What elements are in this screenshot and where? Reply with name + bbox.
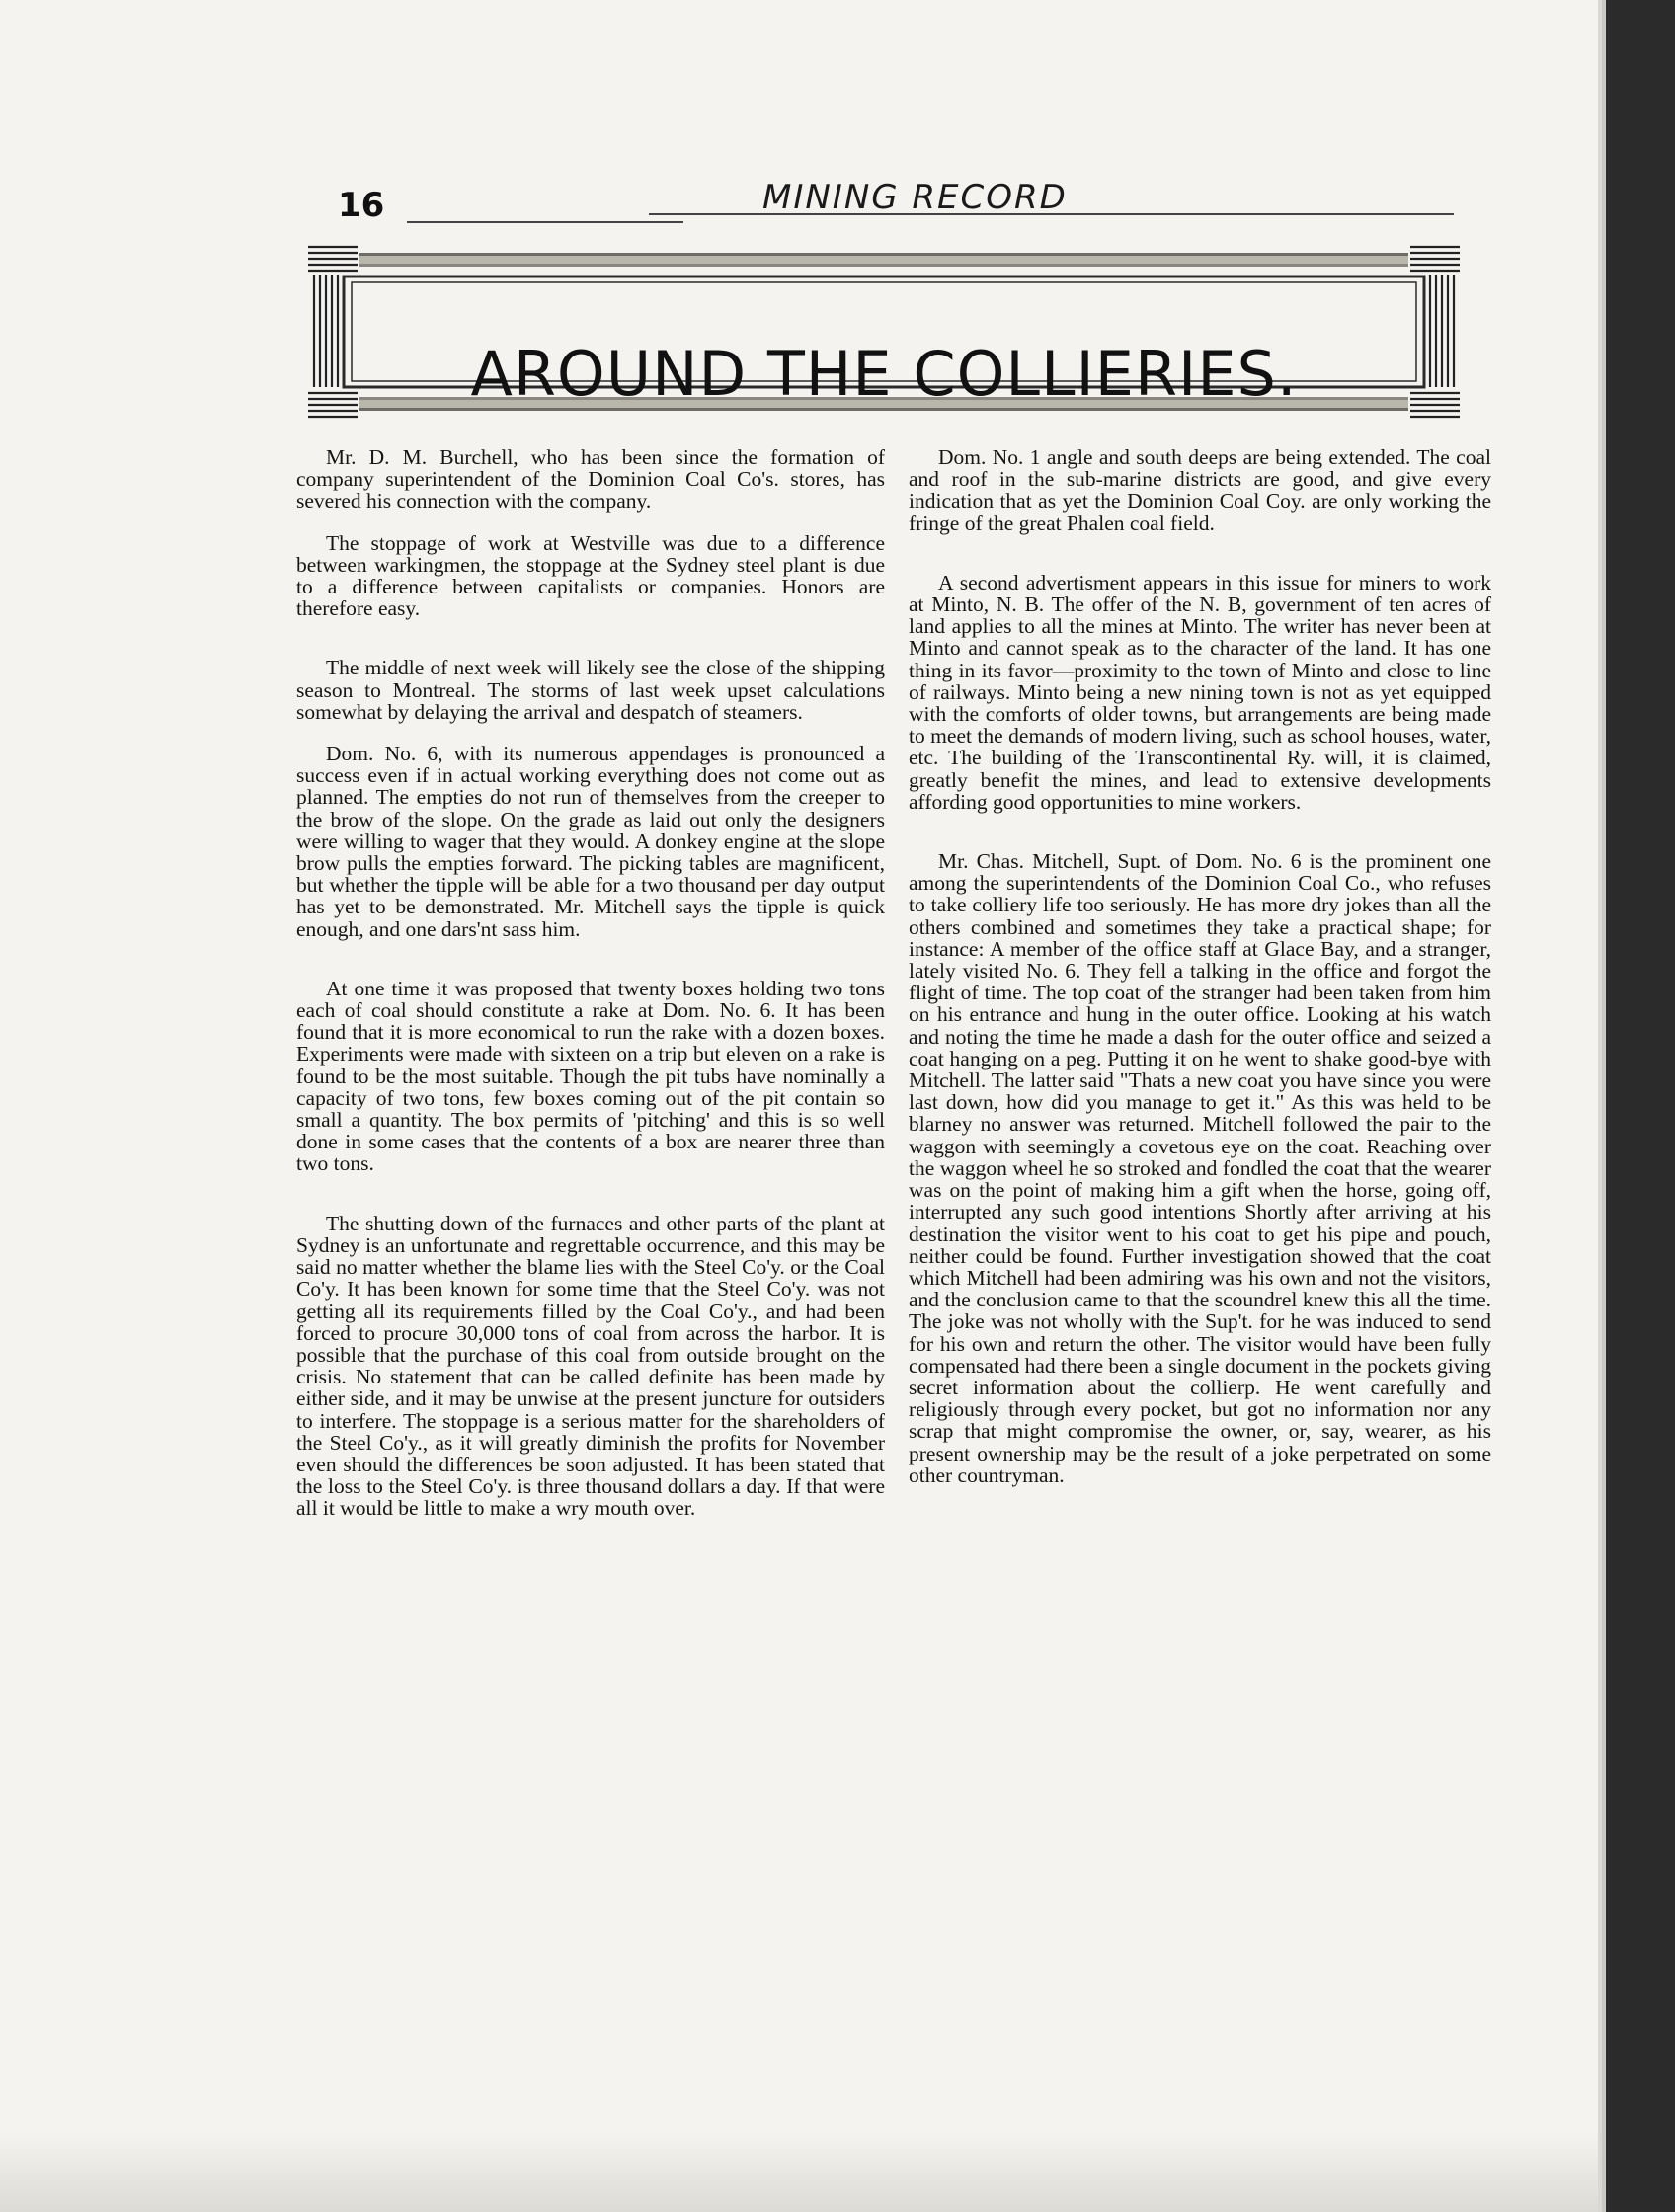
article-column-right [909, 446, 1491, 1486]
paragraph: Dom. No. 1 angle and south deeps are being extended. The coal and roof in the sub-marine districts are good, and give every indication that as yet the Dominion Coal Coy. are only working the fringe of the great Phalen coal field. [909, 445, 1491, 535]
paragraph: The shutting down of the furnaces and other parts of the plant at Sydney is an unfortunate and regrettable occurrence, and this may be said no matter whether the blame lies with the Steel Co'y. or the Coal Co'y. It has been known for some time that the Steel Co'y. was not getting all its requirements filled by the Coal Co'y., and had been forced to procure 30,000 tons of coal from across the harbor. It is possible that the purchase of this coal from outside brought on the crisis. No statement that can be called definite has been made by either side, and it may be unwise at the present juncture for outsiders to interfere. The stoppage is a serious matter for the shareholders of the Steel Co'y., as it will greatly diminish the profits for November even should the differences be soon adjusted. It has been stated that the loss to the Steel Co'y. is three thousand dollars a day. If that were all it would be little to make a wry mouth over. [296, 1211, 885, 1521]
article-column-left [296, 446, 885, 1520]
paragraph: A second advertisment appears in this issue for miners to work at Minto, N. B. The offer of the N. B, government of ten acres of land applies to all the mines at Minto. The writer has never been at Minto and cannot speak as to the character of the land. It has one thing in its favor—proximity to the town of Minto and close to line of railways. Minto being a new nining town is not as yet equipped with the comforts of older towns, but arrangements are being made to meet the demands of modern living, such as school houses, water, etc. The building of the Transcontinental Ry. will, it is claimed, greatly benefit the mines, and lead to extensive developments affording good opportunities to mine workers. [909, 570, 1491, 814]
paragraph: The middle of next week will likely see the close of the shipping season to Montreal. The storms of last week upset calculations somewhat by delaying the arrival and despatch of steamers. [296, 656, 885, 724]
section-title: AROUND THE COLLIERIES. [470, 337, 1298, 410]
paragraph: Dom. No. 6, with its numerous appendages is pronounced a success even if in actual working everything does not come out as planned. The empties do not run of themselves from the creeper to the brow of the slope. On the grade as laid out only the designers were willing to wager that they would. A donkey engine at the slope brow pulls the empties forward. The picking tables are magnificent, but whether the tipple will be able for a two thousand per day output has yet to be demonstrated. Mr. Mitchell says the tipple is quick enough, and one dars'nt sass him. [296, 742, 885, 941]
section-banner [306, 233, 1462, 429]
page-number: 16 [338, 186, 385, 225]
paragraph: The stoppage of work at Westville was due to a difference between warkingmen, the stoppage at the Sydney steel plant is due to a difference between capitalists or companies. Honors are therefore easy. [296, 530, 885, 621]
paragraph: Mr. Chas. Mitchell, Supt. of Dom. No. 6 is the prominent one among the superintendents of the Dominion Coal Co., who refuses to take colliery life too seriously. He has more dry jokes than all the others combined and sometimes they take a practical shape; for instance: A member of the office staff at Glace Bay, and a stranger, lately visited No. 6. They fell a talking in the office and forgot the flight of time. The top coat of the stranger had been taken from him on his entrance and hung in the outer office. Looking at his watch and noting the time he made a dash for the outer office and seized a coat hanging on a peg. Putting it on he went to shake good-bye with Mitchell. The latter said "Thats a new coat you have since you were last down, how did you manage to get it." As this was held to be blarney no answer was returned. Mitchell followed the pair to the waggon with seemingly a covetous eye on the coat. Reaching over the waggon wheel he so stroked and fondled the coat that the wearer was on the point of making him a gift when the horse, going off, interrupted any such good intentions Shortly after arriving at his destination the visitor went to his coat to get his pipe and pouch, neither could be found. Further investigation showed that the coat which Mitchell had been admiring was his own and not the visitors, and the conclusion came to that the scoundrel knew this all the time. The joke was not wholly with the Sup't. for he was induced to send for his own and return the other. The visitor would have been fully compensated had there been a single document in the pockets giving secret information about the collierp. He went carefully and religiously through every pocket, but got no information nor any scrap that might compromise the owner, or, say, wearer, as his present ownership may be the result of a joke perpetrated on some other countryman. [909, 849, 1491, 1487]
page-bottom-edge [0, 2133, 1598, 2212]
paragraph: Mr. D. M. Burchell, who has been since the formation of company superintendent of the Dominion Coal Co's. stores, has severed his connection with the company. [296, 445, 885, 514]
paragraph: At one time it was proposed that twenty boxes holding two tons each of coal should constitute a rake at Dom. No. 6. It has been found that it is more economical to run the rake with a dozen boxes. Experiments were made with sixteen on a trip but eleven on a rake is found to be the most suitable. Though the pit tubs have nominally a capacity of two tons, few boxes coming out of the pit contain so small a quantity. The box permits of 'pitching' and this is so well done in some cases that the contents of a box are nearer three than two tons. [296, 976, 885, 1176]
journal-title: MINING RECORD [762, 178, 1068, 217]
header-rule-left [407, 221, 683, 223]
running-header [308, 176, 1454, 231]
